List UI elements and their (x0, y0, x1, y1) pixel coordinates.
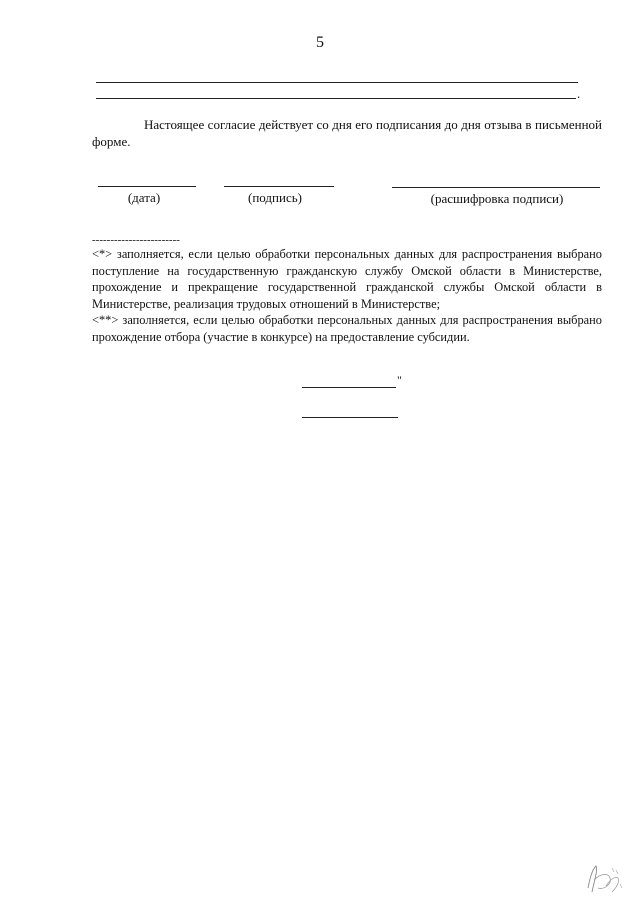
footnote-item: <**> заполняется, если целью обработки персональных данных для распространения выбрано прохождение отбора (участие в конкурсе) на предоставление субсидии. (92, 313, 602, 344)
date-label: (дата) (127, 190, 161, 205)
date-line (98, 186, 196, 187)
footnote-separator: ------------------------ (92, 234, 180, 246)
closing-line-2 (302, 417, 398, 418)
consent-paragraph: Настоящее согласие действует со дня его подписания до дня отзыва в письменной форме. (92, 117, 602, 149)
blank-line-1 (96, 82, 578, 83)
closing-quote: " (397, 373, 402, 387)
signature-label: (подпись) (248, 190, 302, 205)
handwritten-initials-svg (582, 858, 626, 900)
page-number: 5 (316, 34, 324, 51)
signature-line (224, 186, 334, 187)
decoding-line (392, 187, 600, 188)
decoding-label: (расшифровка подписи) (430, 191, 564, 206)
blank-line-2 (96, 98, 576, 99)
footnote-item: <*> заполняется, если целью обработки персональных данных для распространения выбрано поступление на государственную гражданскую службу Омской области в Министерстве, прохождение и прекращение государственной гражданской службы Омской области в Министерстве, реализация трудовых отношений в Министерстве; (92, 247, 602, 311)
closing-line-1 (302, 387, 396, 388)
footnotes-block (92, 246, 602, 345)
handwritten-initials-mark (582, 858, 626, 905)
blank-line-end-punctuation: . (577, 86, 581, 101)
